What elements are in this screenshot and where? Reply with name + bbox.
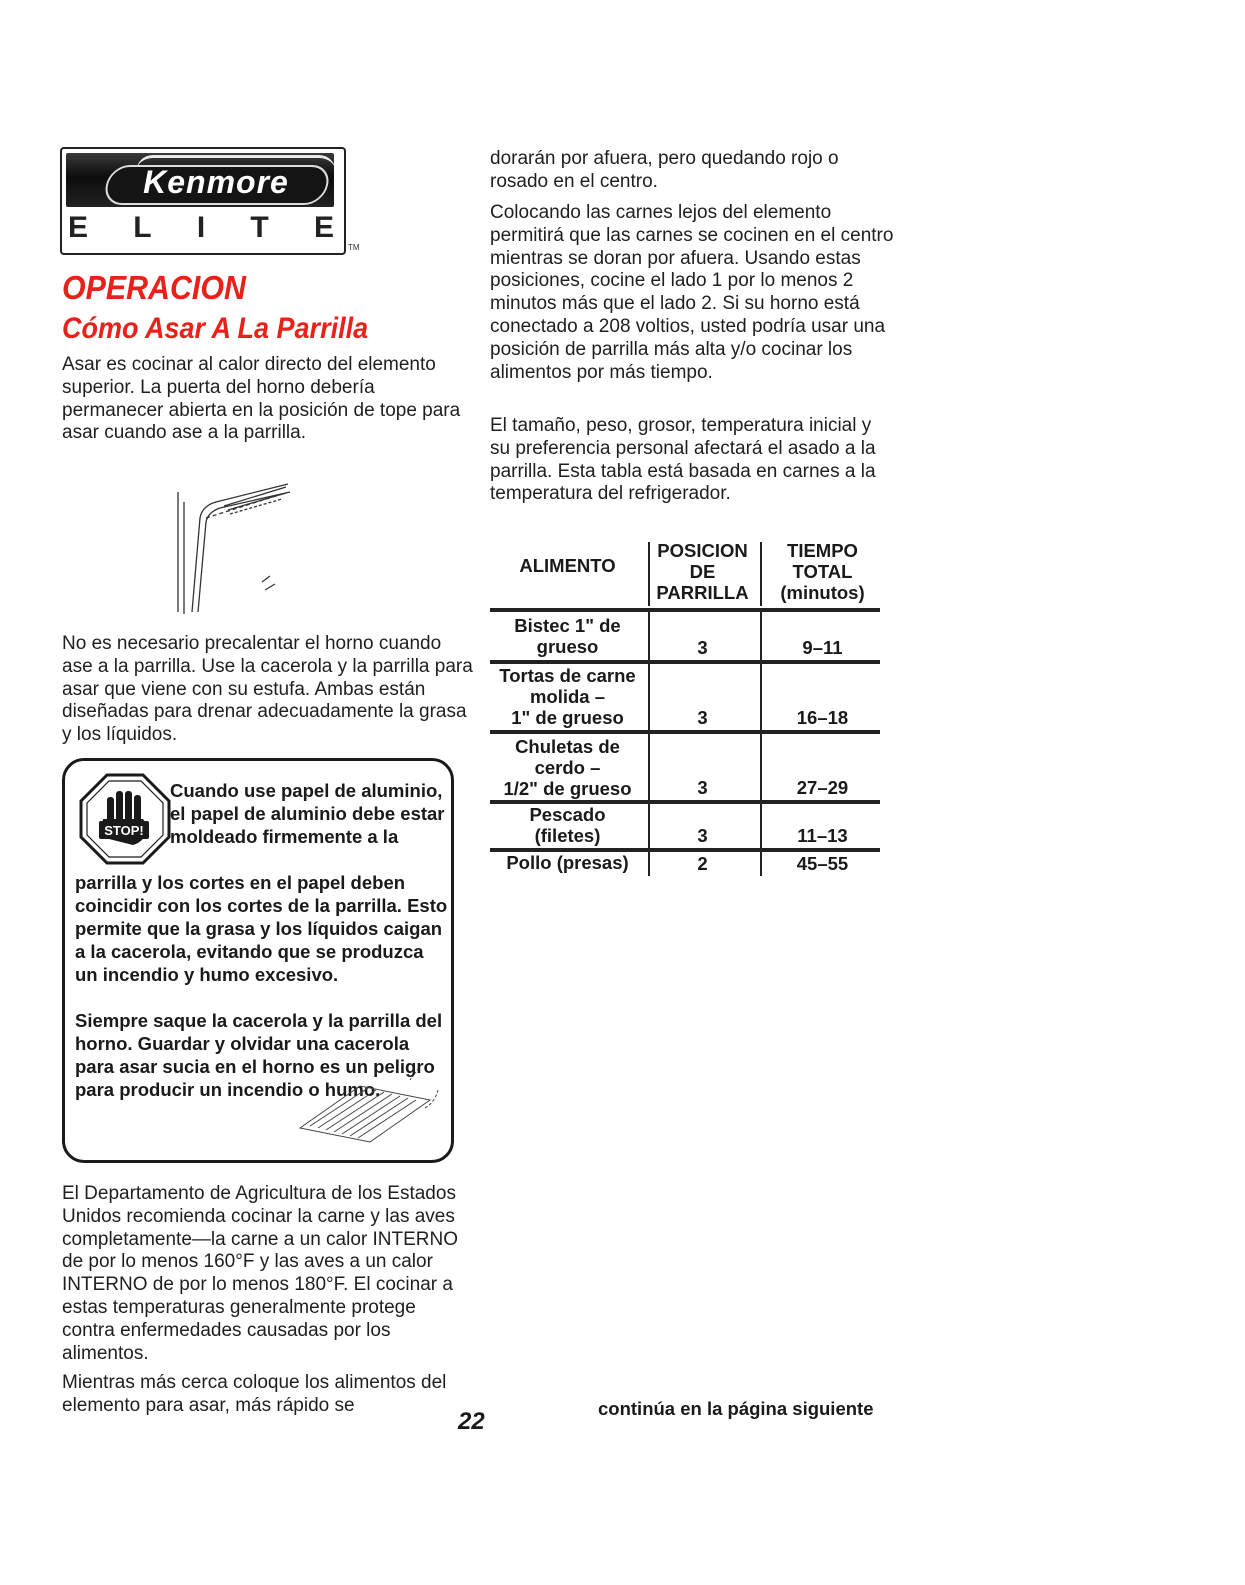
intro-paragraph: Asar es cocinar al calor directo del elemento superior. La puerta del horno debería permanecer abierta en la posición de tope para asar cuando ase a la parrilla. xyxy=(62,354,461,444)
column-divider xyxy=(648,542,650,606)
cell-food: Chuletas de cerdo – 1/2" de grueso xyxy=(503,736,632,799)
column-divider xyxy=(760,804,762,848)
kenmore-elite-logo xyxy=(60,147,360,257)
warning-text-body: parrilla y los cortes en el papel deben coincidir con los cortes de la parrilla. Esto permite que la grasa y los líquidos caigan a la cacerola, evitando que se produzca un incendio y humo excesivo. xyxy=(75,872,448,985)
cell-food: Pollo (presas) xyxy=(506,852,629,873)
cell-food: Bistec 1" de grueso xyxy=(514,615,621,657)
column-divider xyxy=(648,852,650,876)
logo-letter: T xyxy=(250,211,269,244)
column-divider xyxy=(648,612,650,660)
table-row xyxy=(490,664,880,730)
table-row xyxy=(490,852,880,876)
section-title: OPERACION xyxy=(62,269,246,306)
column-divider xyxy=(648,664,650,730)
header-food: ALIMENTO xyxy=(519,555,616,576)
column-divider xyxy=(648,734,650,800)
logo-brand-bar xyxy=(66,153,334,207)
broiling-table xyxy=(490,540,880,876)
table-row xyxy=(490,612,880,660)
logo-letter: E xyxy=(68,211,89,244)
logo-elite-letters xyxy=(68,211,334,245)
cell-food: Tortas de carne molida – 1" de grueso xyxy=(499,665,636,728)
logo-letter: L xyxy=(133,211,152,244)
column-divider xyxy=(760,734,762,800)
rack-position-paragraph: Colocando las carnes lejos del elemento permitirá que las carnes se cocinen en el centro mientras se doran por afuera. Usando estas posiciones, cocine el lado 1 por lo menos 2 minutos más que el lado 2. Si su horno está conectado a 208 voltios, usted podría usar una posición de parrilla más alta y/o cocinar los alimentos por más tiempo. xyxy=(490,202,894,383)
table-row xyxy=(490,804,880,848)
table-row xyxy=(490,734,880,800)
cell-time: 9–11 xyxy=(802,637,843,658)
column-divider xyxy=(760,852,762,876)
warning-text-remove: Siempre saque la cacerola y la parrilla del horno. Guardar y olvidar una cacerola para asar sucia en el horno es un peligro para producir un incendio o humo. xyxy=(75,1010,443,1100)
stop-label: STOP! xyxy=(104,823,144,838)
header-rack-position: POSICION DE PARRILLA xyxy=(656,540,749,603)
logo-letter: E xyxy=(313,211,334,244)
cell-rack: 2 xyxy=(697,853,708,874)
column-divider xyxy=(760,542,762,606)
stop-hand-icon xyxy=(77,771,173,867)
cell-rack: 3 xyxy=(697,637,708,658)
logo-letter: I xyxy=(196,211,206,244)
browning-paragraph: dorarán por afuera, pero quedando rojo o rosado en el centro. xyxy=(490,148,839,192)
cell-food: Pescado (filetes) xyxy=(529,804,606,846)
factors-paragraph: El tamaño, peso, grosor, temperatura inicial y su preferencia personal afectará el asado a la parrilla. Esta tabla está basada en carnes a la temperatura del refrigerador. xyxy=(490,415,876,505)
cell-time: 45–55 xyxy=(796,853,849,874)
continued-note: continúa en la página siguiente xyxy=(598,1398,874,1419)
cell-rack: 3 xyxy=(697,777,708,798)
cell-rack: 3 xyxy=(697,707,708,728)
oven-door-illustration xyxy=(170,462,300,622)
section-subtitle: Cómo Asar A La Parrilla xyxy=(62,312,369,345)
cell-time: 27–29 xyxy=(796,777,849,798)
distance-paragraph: Mientras más cerca coloque los alimentos del elemento para asar, más rápido se xyxy=(62,1372,447,1416)
warning-text-intro: Cuando use papel de aluminio, el papel de aluminio debe estar moldeado firmemente a la xyxy=(170,780,445,847)
logo-brand-text: Kenmore xyxy=(143,164,289,200)
cell-time: 11–13 xyxy=(797,825,848,846)
cell-time: 16–18 xyxy=(796,707,849,728)
warning-box xyxy=(62,758,454,1163)
cell-rack: 3 xyxy=(697,825,708,846)
page-number: 22 xyxy=(458,1408,485,1435)
trademark-mark: TM xyxy=(348,243,360,252)
table-header xyxy=(490,540,880,608)
broiler-pan-illustration xyxy=(290,1066,440,1146)
column-divider xyxy=(760,664,762,730)
header-total-time: TIEMPO TOTAL (minutos) xyxy=(780,540,865,603)
usda-paragraph: El Departamento de Agricultura de los Estados Unidos recomienda cocinar la carne y las aves completamente—la carne a un calor INTERNO de por lo menos 160°F y las aves a un calor INTERNO de por lo menos 180°F. El cocinar a estas temperaturas generalmente protege contra enfermedades causadas por los alimentos. xyxy=(62,1183,458,1364)
preheat-paragraph: No es necesario precalentar el horno cuando ase a la parrilla. Use la cacerola y la parrilla para asar que viene con su estufa. Ambas están diseñadas para drenar adecuadamente la grasa y los líquidos. xyxy=(62,633,473,746)
column-divider xyxy=(648,804,650,848)
column-divider xyxy=(760,612,762,660)
